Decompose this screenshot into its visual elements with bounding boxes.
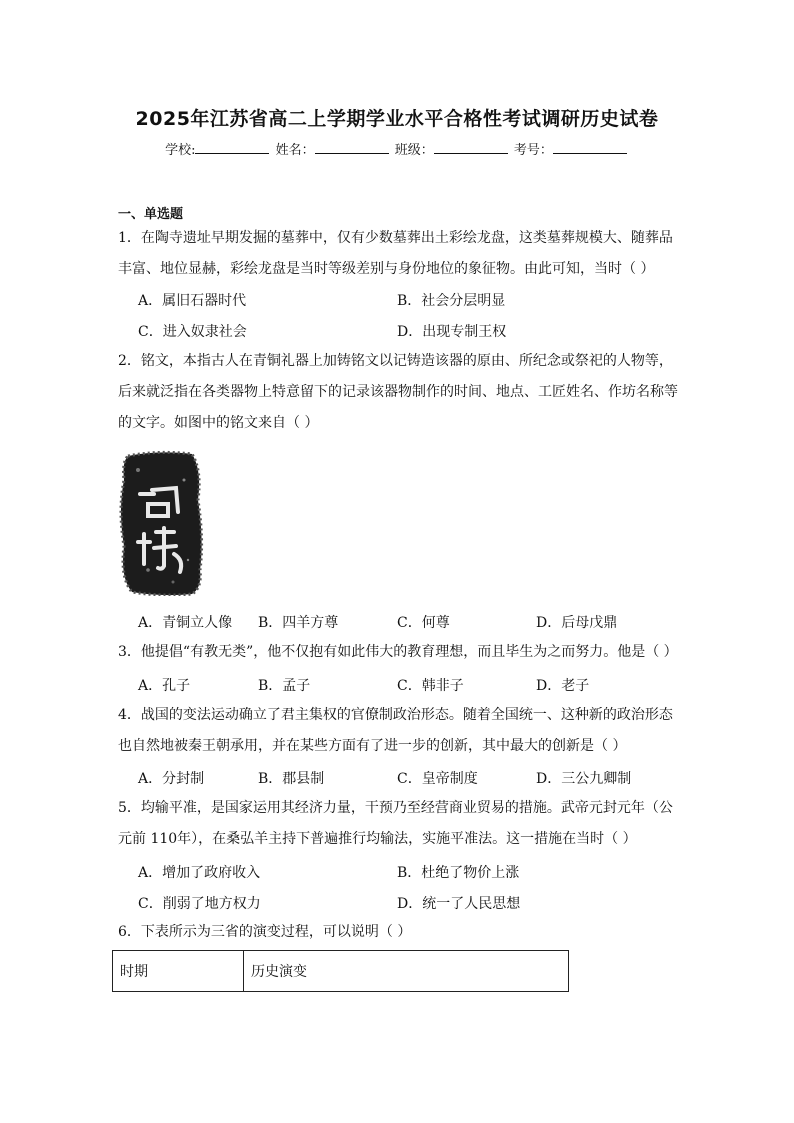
question-5-option-d[interactable]: D．统一了人民思想	[397, 896, 521, 912]
question-2-option-c[interactable]: C．何尊	[397, 615, 450, 631]
question-3-option-b[interactable]: B．孟子	[258, 678, 311, 694]
name-blank[interactable]	[315, 141, 389, 154]
table-header-evolution: 历史演变	[244, 951, 569, 992]
question-1-option-d[interactable]: D．出现专制王权	[397, 324, 507, 340]
question-6-stem	[118, 917, 678, 948]
number-label: 考号：	[513, 143, 553, 158]
question-2-line: 后来就泛指在各类器物上特意留下的记录该器物制作的时间、地点、工匠姓名、作坊名称等	[118, 384, 678, 400]
question-5-line: 5．均输平准，是国家运用其经济力量，干预乃至经营商业贸易的措施。武帝元封元年（公	[118, 800, 673, 816]
question-4-line: 也自然地被秦王朝承用，并在某些方面有了进一步的创新，其中最大的创新是（ ）	[118, 738, 627, 754]
section-heading: 一、单选题	[118, 207, 184, 222]
question-1-option-c[interactable]: C．进入奴隶社会	[138, 324, 247, 340]
question-2-line: 的文字。如图中的铭文来自（ ）	[118, 415, 319, 431]
question-2-line: 2．铭文，本指古人在青铜礼器上加铸铭文以记铸造该器的原由、所纪念或祭祀的人物等，	[118, 353, 673, 369]
question-5-option-c[interactable]: C．削弱了地方权力	[138, 896, 261, 912]
question-2-option-d[interactable]: D．后母戊鼎	[536, 615, 618, 631]
name-label: 姓名：	[275, 143, 315, 158]
question-3-option-a[interactable]: A．孔子	[138, 678, 191, 694]
question-6-line: 6．下表所示为三省的演变过程，可以说明（ ）	[118, 924, 412, 940]
bronze-inscription-rubbing-image	[118, 450, 204, 596]
question-4-option-d[interactable]: D．三公九卿制	[536, 771, 632, 787]
question-1-line: 丰富、地位显赫，彩绘龙盘是当时等级差别与身份地位的象征物。由此可知，当时（ ）	[118, 261, 655, 277]
question-3-stem	[118, 637, 678, 668]
table-header-row	[113, 951, 569, 992]
question-1-option-a[interactable]: A．属旧石器时代	[138, 293, 247, 309]
question-4-option-b[interactable]: B．郡县制	[258, 771, 325, 787]
question-1-line: 1．在陶寺遗址早期发掘的墓葬中，仅有少数墓葬出土彩绘龙盘，这类墓葬规模大、随葬品	[118, 230, 673, 246]
question-4-line: 4．战国的变法运动确立了君主集权的官僚制政治形态。随着全国统一、这种新的政治形态	[118, 707, 673, 723]
school-blank[interactable]	[195, 141, 269, 154]
question-4-option-a[interactable]: A．分封制	[138, 771, 205, 787]
exam-title: 2025年江苏省高二上学期学业水平合格性考试调研历史试卷	[135, 108, 659, 130]
question-2-option-b[interactable]: B．四羊方尊	[258, 615, 339, 631]
question-2-option-a[interactable]: A．青铜立人像	[138, 615, 233, 631]
table-header-period: 时期	[113, 951, 244, 992]
question-2-stem	[118, 346, 678, 439]
school-label: 学校:	[165, 143, 196, 158]
question-5-line: 元前 110年），在桑弘羊主持下普遍推行均输法，实施平准法。这一措施在当时（ ）	[118, 831, 637, 847]
question-4-stem	[118, 700, 678, 762]
question-5-option-b[interactable]: B．杜绝了物价上涨	[397, 865, 520, 881]
question-6-table	[112, 950, 569, 992]
class-label: 班级：	[394, 143, 434, 158]
student-info-line	[0, 139, 794, 158]
question-4-option-c[interactable]: C．皇帝制度	[397, 771, 478, 787]
question-5-stem	[118, 793, 678, 855]
class-blank[interactable]	[434, 141, 508, 154]
question-3-option-c[interactable]: C．韩非子	[397, 678, 464, 694]
question-5-option-a[interactable]: A．增加了政府收入	[138, 865, 261, 881]
question-3-option-d[interactable]: D．老子	[536, 678, 590, 694]
number-blank[interactable]	[553, 141, 627, 154]
question-1-stem	[118, 223, 678, 285]
question-1-option-b[interactable]: B．社会分层明显	[397, 293, 506, 309]
question-3-line: 3．他提倡“有教无类”，他不仅抱有如此伟大的教育理想，而且毕生为之而努力。他是（ ）	[118, 644, 678, 660]
